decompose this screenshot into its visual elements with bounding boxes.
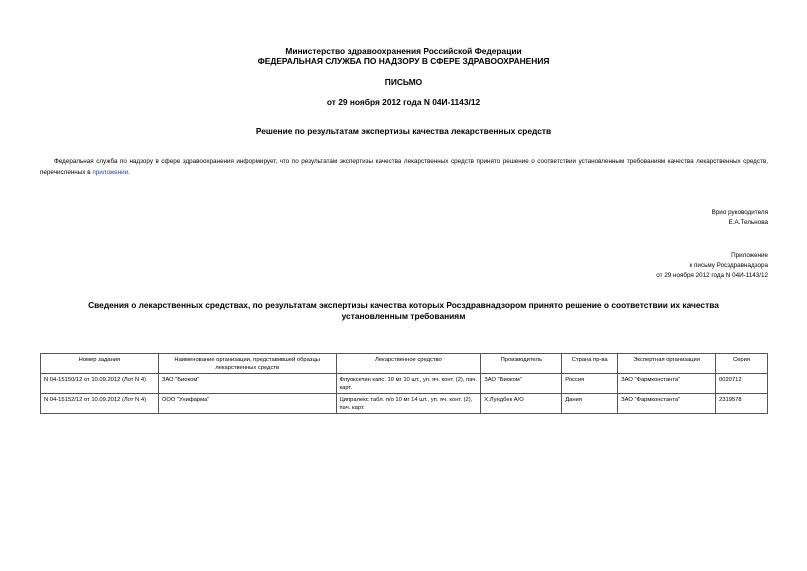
table-cell: 0020712	[716, 374, 768, 394]
table-cell: ЗАО "Фармконстанта"	[618, 394, 716, 414]
table-cell: 2319578	[716, 394, 768, 414]
table-cell: Х.Лундбек А/О	[481, 394, 562, 414]
table-cell: ООО "Унифарма"	[158, 394, 336, 414]
table-cell: N 04-15150/12 от 10.09.2012 (Лот N 4)	[41, 374, 159, 394]
medicines-table	[40, 353, 768, 414]
appendix-letter-ref: к письму Росздравнадзора	[689, 262, 768, 269]
table-row	[41, 374, 768, 394]
document-date-number: от 29 ноября 2012 года N 04И-1143/12	[326, 97, 481, 107]
table-cell: Ципралекс табл. п/о 10 мг 14 шт., уп. яч. конт. (2), пач. карт.	[336, 394, 481, 414]
appendix-title: Сведения о лекарственных средствах, по результатам экспертизы качества которых Росздравнадзором принято решение о соответствии их качества установленным требованиям	[88, 300, 719, 321]
column-header: Наименование организации, представившей образцы лекарственных средств	[158, 354, 336, 374]
signature-position: Врио руководителя	[711, 209, 768, 216]
table-cell: ЗАО "Биоком"	[481, 374, 562, 394]
table-row	[41, 394, 768, 414]
table-cell: ЗАО "Фармконстанта"	[618, 374, 716, 394]
body-text: Федеральная служба по надзору в сфере здравоохранения информирует, что по результатам экспертизы качества лекарственных средств принято решение о соответствии установленным требованиям качества лекарственных средств, перечисленных в	[40, 158, 768, 176]
appendix-label: Приложение	[731, 252, 768, 259]
appendix-link[interactable]: приложении	[92, 168, 129, 176]
document-header	[0, 46, 807, 66]
column-header: Страна пр-ва	[562, 354, 618, 374]
table-cell: ЗАО "Биоком"	[158, 374, 336, 394]
ministry-name: Министерство здравоохранения Российской Федерации	[285, 46, 522, 56]
table-header-row	[41, 354, 768, 374]
document-subject: Решение по результатам экспертизы качества лекарственных средств	[255, 126, 552, 136]
table-cell: Флуоксетин капс. 10 мг 10 шт., уп. яч. конт. (2), пач. карт.	[336, 374, 481, 394]
appendix-reference	[656, 251, 768, 281]
document-type: ПИСЬМО	[384, 77, 423, 87]
table-cell: Россия	[562, 374, 618, 394]
appendix-date-ref: от 29 ноября 2012 года N 04И-1143/12	[656, 272, 768, 279]
column-header: Производитель	[481, 354, 562, 374]
column-header: Экспертная организация	[618, 354, 716, 374]
table-cell: N 04-15152/12 от 10.09.2012 (Лот N 4)	[41, 394, 159, 414]
signature-name: Е.А.Тельнова	[728, 219, 768, 226]
column-header: Номер задания	[41, 354, 159, 374]
signature-block	[712, 208, 768, 228]
body-paragraph	[40, 157, 768, 178]
column-header: Серия	[716, 354, 768, 374]
table-cell: Дания	[562, 394, 618, 414]
column-header: Лекарственное средство	[336, 354, 481, 374]
service-name: ФЕДЕРАЛЬНАЯ СЛУЖБА ПО НАДЗОРУ В СФЕРЕ ЗДРАВООХРАНЕНИЯ	[257, 56, 550, 66]
body-text-end: .	[128, 168, 130, 176]
